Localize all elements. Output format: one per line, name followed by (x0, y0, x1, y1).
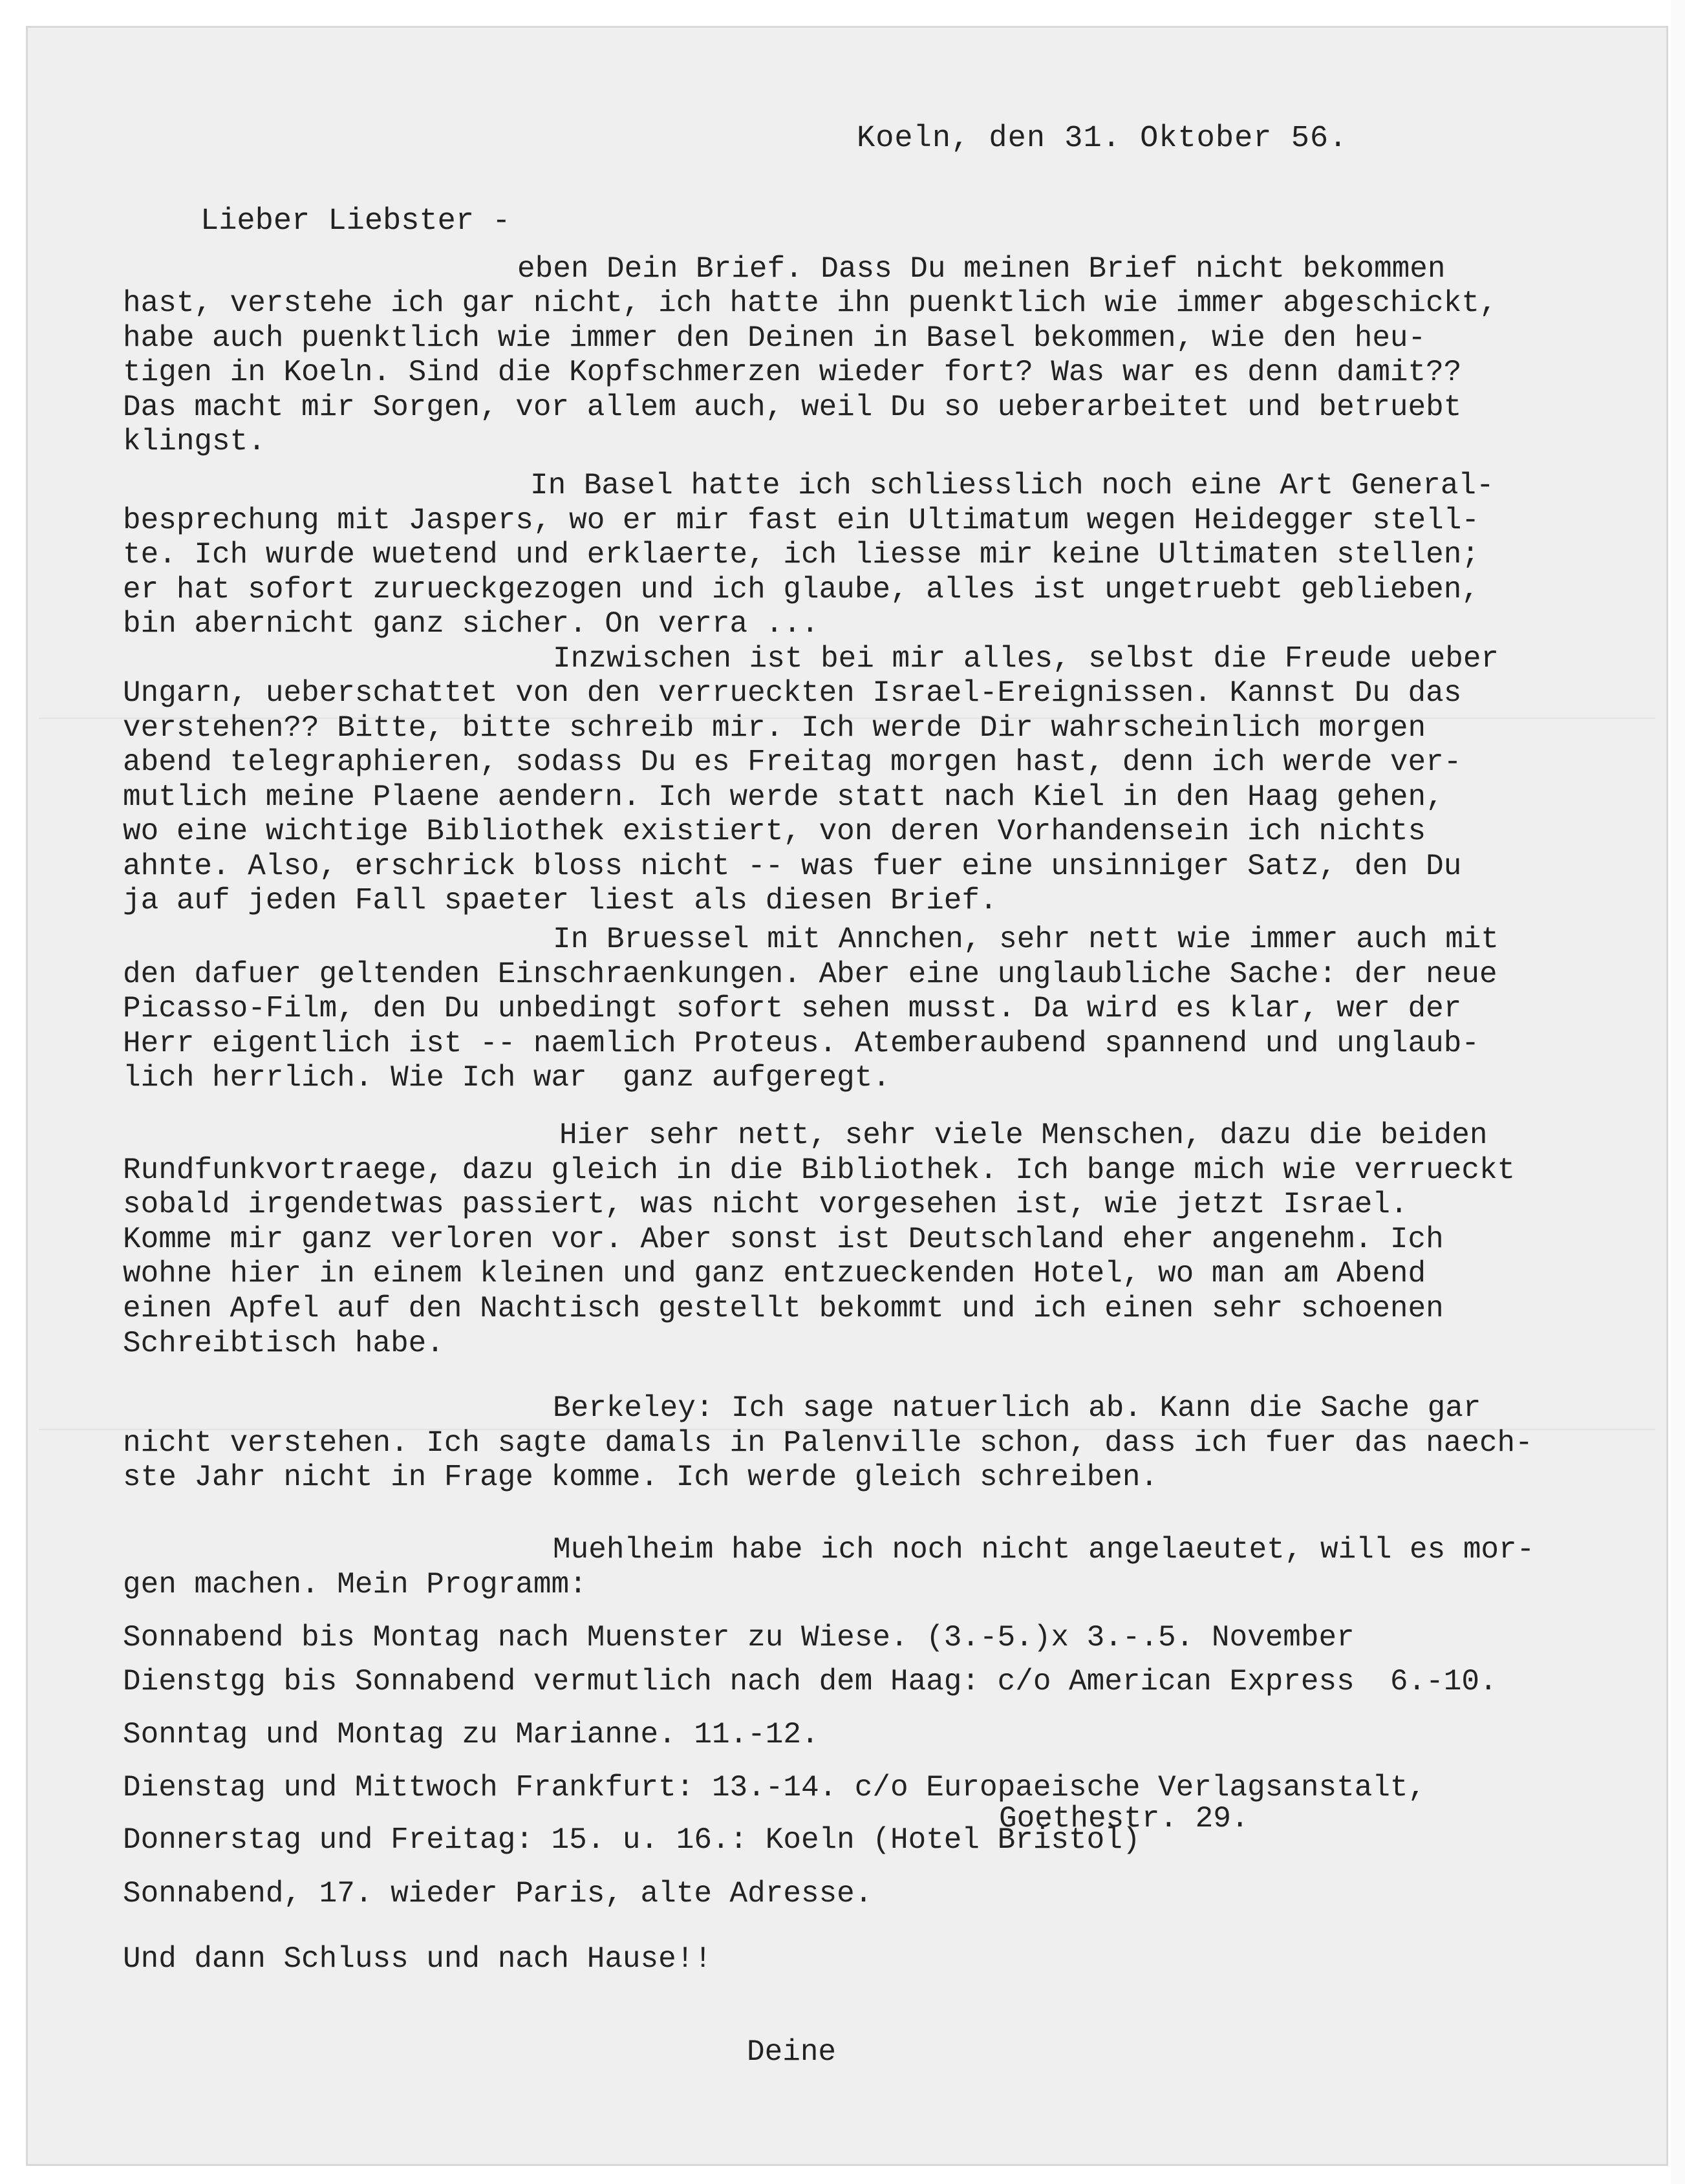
letter-line: Picasso-Film, den Du unbedingt sofort sehen musst. Da wird es klar, wer der (123, 992, 1462, 1025)
letter-line: sobald irgendetwas passiert, was nicht vorgesehen ist, wie jetzt Israel. (123, 1188, 1408, 1221)
letter-line: ste Jahr nicht in Frage komme. Ich werde gleich schreiben. (123, 1461, 1159, 1494)
letter-line: gen machen. Mein Programm: (123, 1568, 587, 1601)
letter-line: hast, verstehe ich gar nicht, ich hatte ihn puenktlich wie immer abgeschickt, (123, 286, 1497, 320)
schedule-line: Sonnabend bis Montag nach Muenster zu Wiese. (3.-5.)x 3.-.5. November (123, 1621, 1355, 1654)
letter-line: bin abernicht ganz sicher. On verra ... (123, 607, 819, 641)
letter-line: Inzwischen ist bei mir alles, selbst die Freude ueber (553, 642, 1499, 676)
letter-line: wohne hier in einem kleinen und ganz entzueckenden Hotel, wo man am Abend (123, 1257, 1426, 1290)
schedule-line: Sonntag und Montag zu Marianne. 11.-12. (123, 1718, 819, 1751)
letter-line: Rundfunkvortraege, dazu gleich in die Bibliothek. Ich bange mich wie verrueckt (123, 1153, 1516, 1187)
schedule-line: Donnerstag und Freitag: 15. u. 16.: Koeln (Hotel Bristol) (123, 1823, 1141, 1857)
letter-line: besprechung mit Jaspers, wo er mir fast ein Ultimatum wegen Heidegger stell- (123, 504, 1479, 537)
letter-line: In Basel hatte ich schliesslich noch eine Art General- (530, 469, 1494, 502)
letter-line: eben Dein Brief. Dass Du meinen Brief nicht bekommen (517, 252, 1446, 286)
schedule-line: Dienstgg bis Sonnabend vermutlich nach dem Haag: c/o American Express 6.-10. (123, 1665, 1497, 1698)
letter-line: Und dann Schluss und nach Hause!! (123, 1942, 712, 1976)
letter-line: In Bruessel mit Annchen, sehr nett wie immer auch mit (553, 923, 1499, 956)
schedule-line: Dienstag und Mittwoch Frankfurt: 13.-14. c/o Europaeische Verlagsanstalt, (123, 1771, 1426, 1804)
letter-line: Hier sehr nett, sehr viele Menschen, dazu die beiden (559, 1119, 1488, 1152)
letter-line: habe auch puenktlich wie immer den Deinen in Basel bekommen, wie den heu- (123, 321, 1426, 355)
letter-line: wo eine wichtige Bibliothek existiert, von deren Vorhandensein ich nichts (123, 815, 1426, 848)
letter-line: ja auf jeden Fall spaeter liest als diesen Brief. (123, 884, 998, 917)
salutation: Lieber Liebster - (200, 204, 511, 239)
letter-line: ahnte. Also, erschrick bloss nicht -- was fuer eine unsinniger Satz, den Du (123, 850, 1462, 883)
letter-line: verstehen?? Bitte, bitte schreib mir. Ich werde Dir wahrscheinlich morgen (123, 711, 1426, 745)
letter-line: te. Ich wurde wuetend und erklaerte, ich liesse mir keine Ultimaten stellen; (123, 538, 1479, 572)
dateline: Koeln, den 31. Oktober 56. (857, 122, 1348, 156)
letter-line: Herr eigentlich ist -- naemlich Proteus. Atemberaubend spannend und unglaub- (123, 1027, 1479, 1060)
letter-line: er hat sofort zurueckgezogen und ich glaube, alles ist ungetruebt geblieben, (123, 573, 1479, 606)
letter-line: Komme mir ganz verloren vor. Aber sonst ist Deutschland eher angenehm. Ich (123, 1223, 1444, 1256)
letter-line: Muehlheim habe ich noch nicht angelaeutet, will es mor- (553, 1533, 1535, 1567)
letter-line: Schreibtisch habe. (123, 1327, 444, 1360)
letter-line: mutlich meine Plaene aendern. Ich werde statt nach Kiel in den Haag gehen, (123, 780, 1444, 814)
letter-line: Das macht mir Sorgen, vor allem auch, weil Du so ueberarbeitet und betruebt (123, 391, 1462, 424)
schedule-line: Sonnabend, 17. wieder Paris, alte Adresse. (123, 1877, 873, 1911)
letter-line: lich herrlich. Wie Ich war ganz aufgeregt. (123, 1061, 890, 1095)
schedule-line: Goethestr. 29. (999, 1802, 1249, 1836)
letter-line: tigen in Koeln. Sind die Kopfschmerzen wieder fort? Was war es denn damit?? (123, 356, 1462, 389)
letter-line: abend telegraphieren, sodass Du es Freitag morgen hast, denn ich werde ver- (123, 745, 1462, 779)
scan-edge (1671, 0, 1685, 2184)
closing: Deine (747, 2035, 837, 2069)
letter-line: nicht verstehen. Ich sagte damals in Palenville schon, dass ich fuer das naech- (123, 1426, 1533, 1460)
letter-line: Ungarn, ueberschattet von den verrueckten Israel-Ereignissen. Kannst Du das (123, 676, 1462, 710)
letter-line: den dafuer geltenden Einschraenkungen. Aber eine unglaubliche Sache: der neue (123, 958, 1497, 991)
letter-line: einen Apfel auf den Nachtisch gestellt bekommt und ich einen sehr schoenen (123, 1292, 1444, 1325)
letter-line: Berkeley: Ich sage natuerlich ab. Kann die Sache gar (553, 1391, 1481, 1425)
letter-line: klingst. (123, 425, 266, 458)
